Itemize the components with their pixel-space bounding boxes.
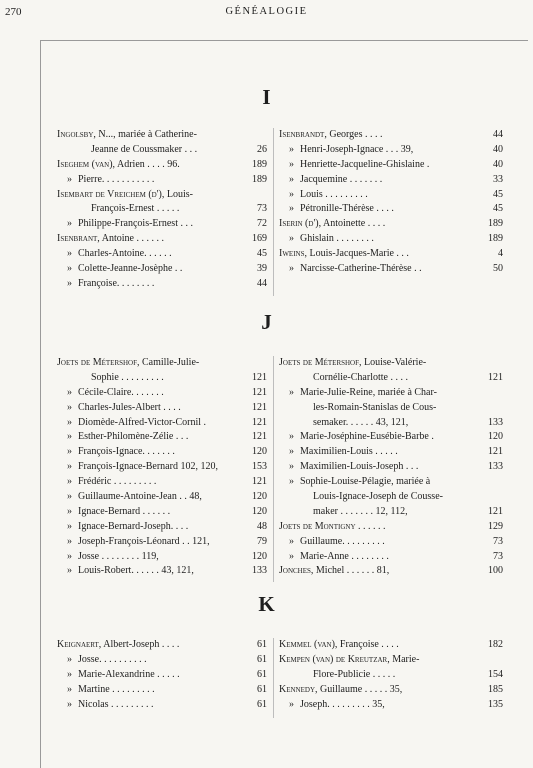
entry-pages: 39 (254, 262, 267, 277)
index-entry (57, 653, 267, 668)
index-column-right (279, 356, 503, 579)
index-entry (57, 430, 267, 445)
ditto-mark: » (67, 248, 72, 260)
entry-pages: 154 (485, 668, 503, 683)
entry-pages: 50 (490, 262, 503, 277)
entry-name: Maximilien-Louis . . . . . (300, 446, 398, 458)
entry-name: Marie-Julie-Reine, mariée à Char- (300, 386, 437, 398)
entry-name: Jeanne de Coussmaker . . . (91, 143, 198, 155)
entry-name: Isenbrant, Antoine . . . . . . (57, 233, 164, 245)
entry-pages: 61 (254, 683, 267, 698)
entry-pages: 61 (254, 653, 267, 668)
index-entry (57, 550, 267, 565)
entry-name: Philippe-François-Ernest . . . (78, 218, 193, 230)
entry-name: Louis-Ignace-Joseph de Cousse- (313, 491, 443, 503)
entry-pages: 120 (485, 430, 503, 445)
entry-pages: 73 (490, 535, 503, 550)
index-entry (57, 490, 267, 505)
entry-pages: 73 (490, 550, 503, 565)
index-entry (279, 128, 503, 143)
index-entry (57, 158, 267, 173)
entry-pages: 4 (495, 247, 503, 262)
ditto-mark: » (67, 386, 72, 398)
entry-name: Isenbrandt, Georges . . . . (279, 129, 383, 140)
entry-name: Kennedy, Guillaume . . . . . 35, (279, 683, 403, 695)
entry-pages: 121 (249, 475, 267, 490)
index-entry (279, 698, 503, 713)
entry-name: Marie-Alexandrine . . . . . (78, 668, 180, 680)
entry-pages: 45 (254, 247, 267, 262)
entry-name: Cécile-Claire. . . . . . . (78, 386, 164, 398)
ditto-mark: » (67, 653, 72, 665)
index-entry (279, 520, 503, 535)
entry-name: Joseph-François-Léonard . . 121, (78, 535, 210, 547)
entry-pages: 45 (490, 202, 503, 217)
entry-name: Sophie . . . . . . . . . (91, 371, 164, 383)
page-number: 270 (5, 6, 22, 18)
entry-pages: 73 (254, 202, 267, 217)
entry-pages: 120 (249, 445, 267, 460)
ditto-mark: » (289, 476, 294, 488)
entry-name: Pierre. . . . . . . . . . . (78, 173, 155, 185)
ditto-mark: » (289, 698, 294, 710)
index-entry (57, 460, 267, 475)
entry-pages: 40 (490, 158, 503, 173)
index-entry (279, 535, 503, 550)
index-entry (57, 232, 267, 247)
entry-name: Nicolas . . . . . . . . . (78, 698, 154, 710)
entry-name: Pétronille-Thérèse . . . . (300, 203, 394, 215)
entry-pages: 45 (490, 188, 503, 203)
entry-pages: 189 (249, 158, 267, 173)
ditto-mark: » (67, 461, 72, 473)
index-entry (57, 356, 267, 371)
index-entry (279, 638, 503, 653)
index-entry (57, 698, 267, 713)
entry-name: Josse . . . . . . . . 119, (78, 550, 159, 562)
index-entry (279, 173, 503, 188)
entry-name: Henriette-Jacqueline-Ghislaine . (300, 158, 430, 170)
ditto-mark: » (67, 218, 72, 230)
entry-pages: 33 (490, 173, 503, 188)
index-entry (279, 416, 503, 431)
running-head: GÉNÉALOGIE (225, 6, 308, 17)
entry-name: Ingolsby, N..., mariée à Catherine- (57, 129, 197, 140)
entry-pages: 44 (254, 277, 267, 292)
index-entry (57, 683, 267, 698)
ditto-mark: » (67, 416, 72, 428)
index-entry (279, 247, 503, 262)
entry-pages: 72 (254, 217, 267, 232)
index-entry (279, 475, 503, 490)
entry-name: Françoise. . . . . . . . (78, 277, 155, 289)
ditto-mark: » (67, 520, 72, 532)
index-entry (279, 445, 503, 460)
index-entry (57, 128, 267, 143)
entry-name: Joseph. . . . . . . . . 35, (300, 698, 385, 710)
entry-name: Ignace-Bernard-Joseph. . . . (78, 520, 189, 532)
ditto-mark: » (289, 173, 294, 185)
entry-pages: 121 (249, 430, 267, 445)
entry-pages: 121 (485, 371, 503, 386)
index-entry (279, 158, 503, 173)
entry-name: François-Ignace. . . . . . . (78, 446, 175, 458)
ditto-mark: » (289, 233, 294, 245)
entry-pages: 153 (249, 460, 267, 475)
entry-name: Marie-Joséphine-Eusébie-Barbe . (300, 431, 434, 443)
entry-name: Jacquemine . . . . . . . (300, 173, 383, 185)
entry-name: Joets de Métershof, Louise-Valérie- (279, 357, 427, 368)
entry-name: François-Ernest . . . . . (91, 203, 180, 215)
index-entry (57, 247, 267, 262)
entry-pages: 121 (249, 401, 267, 416)
entry-name: Ignace-Bernard . . . . . . (78, 505, 171, 517)
entry-name: Charles-Jules-Albert . . . . (78, 401, 181, 413)
entry-name: Iseghem (van), Adrien . . . . 96. (57, 158, 180, 170)
column-divider (273, 638, 274, 718)
entry-pages: 48 (254, 520, 267, 535)
index-entry (279, 490, 503, 505)
entry-name: Guillaume. . . . . . . . . (300, 535, 385, 547)
ditto-mark: » (289, 550, 294, 562)
entry-name: François-Ignace-Bernard 102, 120, (78, 461, 218, 473)
index-entry (57, 416, 267, 431)
ditto-mark: » (67, 263, 72, 275)
entry-name: Diomède-Alfred-Victor-Cornil . (78, 416, 207, 428)
entry-pages: 121 (249, 416, 267, 431)
index-column-right (279, 638, 503, 712)
column-divider (273, 356, 274, 582)
ditto-mark: » (289, 143, 294, 155)
index-entry (279, 217, 503, 232)
entry-name: Josse. . . . . . . . . . (78, 653, 147, 665)
entry-name: Frédéric . . . . . . . . . (78, 476, 157, 488)
ditto-mark: » (67, 698, 72, 710)
index-entry (279, 386, 503, 401)
section-letter-i: I (262, 85, 271, 109)
entry-name: Ghislain . . . . . . . . (300, 233, 374, 245)
index-entry (279, 143, 503, 158)
entry-name: Cornélie-Charlotte . . . . (313, 371, 408, 383)
ditto-mark: » (67, 401, 72, 413)
entry-pages: 189 (249, 173, 267, 188)
entry-pages: 121 (249, 371, 267, 386)
entry-name: Louis-Robert. . . . . . 43, 121, (78, 565, 194, 577)
index-entry (57, 668, 267, 683)
entry-pages: 182 (485, 638, 503, 653)
entry-name: semaker. . . . . . 43, 121, (313, 416, 409, 428)
entry-name: Flore-Publicie . . . . . (313, 668, 396, 680)
index-entry (279, 401, 503, 416)
entry-pages: 120 (249, 550, 267, 565)
entry-name: Iserin (d'), Antoinette . . . . (279, 218, 386, 230)
ditto-mark: » (289, 188, 294, 200)
entry-pages: 129 (485, 520, 503, 535)
index-entry (57, 386, 267, 401)
entry-pages: 189 (485, 232, 503, 247)
index-column-left (57, 128, 267, 292)
ditto-mark: » (289, 203, 294, 215)
entry-pages: 120 (249, 505, 267, 520)
column-divider (273, 128, 274, 296)
entry-name: Kempen (van) de Kreutzar, Marie- (279, 653, 420, 665)
index-entry (279, 232, 503, 247)
index-entry (57, 143, 267, 158)
index-entry (279, 505, 503, 520)
index-entry (57, 475, 267, 490)
entry-pages: 121 (485, 445, 503, 460)
entry-name: Jonches, Michel . . . . . . 81, (279, 565, 390, 577)
entry-name: Kemmel (van), Françoise . . . . (279, 639, 399, 650)
entry-name: Charles-Antoine. . . . . . (78, 248, 172, 260)
entry-name: Narcisse-Catherine-Thérèse . . (300, 263, 422, 275)
index-entry (279, 564, 503, 579)
ditto-mark: » (67, 446, 72, 458)
entry-pages: 133 (485, 416, 503, 431)
entry-name: Louis . . . . . . . . . (300, 188, 368, 200)
entry-pages: 121 (249, 386, 267, 401)
ditto-mark: » (289, 386, 294, 398)
index-entry (279, 668, 503, 683)
entry-pages: 185 (485, 683, 503, 698)
entry-pages: 189 (485, 217, 503, 232)
ditto-mark: » (67, 476, 72, 488)
section-letter-k: K (258, 592, 275, 616)
ditto-mark: » (67, 550, 72, 562)
entry-name: Maximilien-Louis-Joseph . . . (300, 461, 419, 473)
entry-name: Henri-Joseph-Ignace . . . 39, (300, 143, 414, 155)
ditto-mark: » (67, 535, 72, 547)
index-entry (57, 535, 267, 550)
entry-name: Marie-Anne . . . . . . . . (300, 550, 389, 562)
entry-pages: 169 (249, 232, 267, 247)
entry-name: Esther-Philomène-Zélie . . . (78, 431, 189, 443)
entry-pages: 121 (485, 505, 503, 520)
entry-name: Joets de Montigny . . . . . . (279, 520, 386, 532)
entry-pages: 100 (485, 564, 503, 579)
index-entry (279, 683, 503, 698)
index-entry (57, 371, 267, 386)
entry-name: Keignaert, Albert-Joseph . . . . (57, 639, 180, 650)
entry-name: Guillaume-Antoine-Jean . . 48, (78, 491, 202, 503)
index-entry (57, 173, 267, 188)
entry-pages: 44 (490, 128, 503, 143)
entry-pages: 61 (254, 668, 267, 683)
entry-pages: 61 (254, 698, 267, 713)
ditto-mark: » (67, 431, 72, 443)
index-entry (279, 371, 503, 386)
index-entry (57, 445, 267, 460)
index-entry (57, 401, 267, 416)
index-entry (57, 505, 267, 520)
index-entry (279, 550, 503, 565)
entry-name: Isembart de Vreichem (d'), Louis- (57, 188, 193, 200)
ditto-mark: » (289, 446, 294, 458)
index-entry (57, 638, 267, 653)
ditto-mark: » (67, 668, 72, 680)
ditto-mark: » (289, 535, 294, 547)
index-entry (279, 460, 503, 475)
ditto-mark: » (289, 263, 294, 275)
index-entry (279, 262, 503, 277)
index-column-left (57, 638, 267, 712)
index-entry (279, 653, 503, 668)
entry-pages: 79 (254, 535, 267, 550)
index-entry (279, 356, 503, 371)
ditto-mark: » (67, 491, 72, 503)
index-entry (57, 262, 267, 277)
entry-name: Martine . . . . . . . . . (78, 683, 155, 695)
entry-name: Sophie-Louise-Pélagie, mariée à (300, 476, 431, 488)
index-entry (279, 202, 503, 217)
entry-pages: 40 (490, 143, 503, 158)
ditto-mark: » (67, 683, 72, 695)
index-entry (57, 564, 267, 579)
index-entry (279, 430, 503, 445)
ditto-mark: » (67, 173, 72, 185)
entry-pages: 120 (249, 490, 267, 505)
index-column-right (279, 128, 503, 277)
entry-pages: 135 (485, 698, 503, 713)
index-entry (57, 217, 267, 232)
entry-name: Joets de Métershof, Camille-Julie- (57, 357, 200, 368)
ditto-mark: » (289, 158, 294, 170)
index-entry (57, 202, 267, 217)
index-entry (57, 277, 267, 292)
entry-pages: 133 (249, 564, 267, 579)
entry-name: Iweins, Louis-Jacques-Marie . . . (279, 248, 409, 260)
ditto-mark: » (289, 431, 294, 443)
ditto-mark: » (67, 505, 72, 517)
section-letter-j: J (261, 310, 272, 334)
ditto-mark: » (67, 565, 72, 577)
entry-pages: 133 (485, 460, 503, 475)
entry-name: Colette-Jeanne-Josèphe . . (78, 263, 183, 275)
entry-pages: 61 (254, 638, 267, 653)
ditto-mark: » (67, 277, 72, 289)
index-column-left (57, 356, 267, 579)
entry-pages: 26 (254, 143, 267, 158)
index-entry (57, 520, 267, 535)
ditto-mark: » (289, 461, 294, 473)
index-entry (279, 188, 503, 203)
entry-name: les-Romain-Stanislas de Cous- (313, 401, 437, 413)
index-entry (57, 188, 267, 203)
entry-name: maker . . . . . . . 12, 112, (313, 505, 408, 517)
